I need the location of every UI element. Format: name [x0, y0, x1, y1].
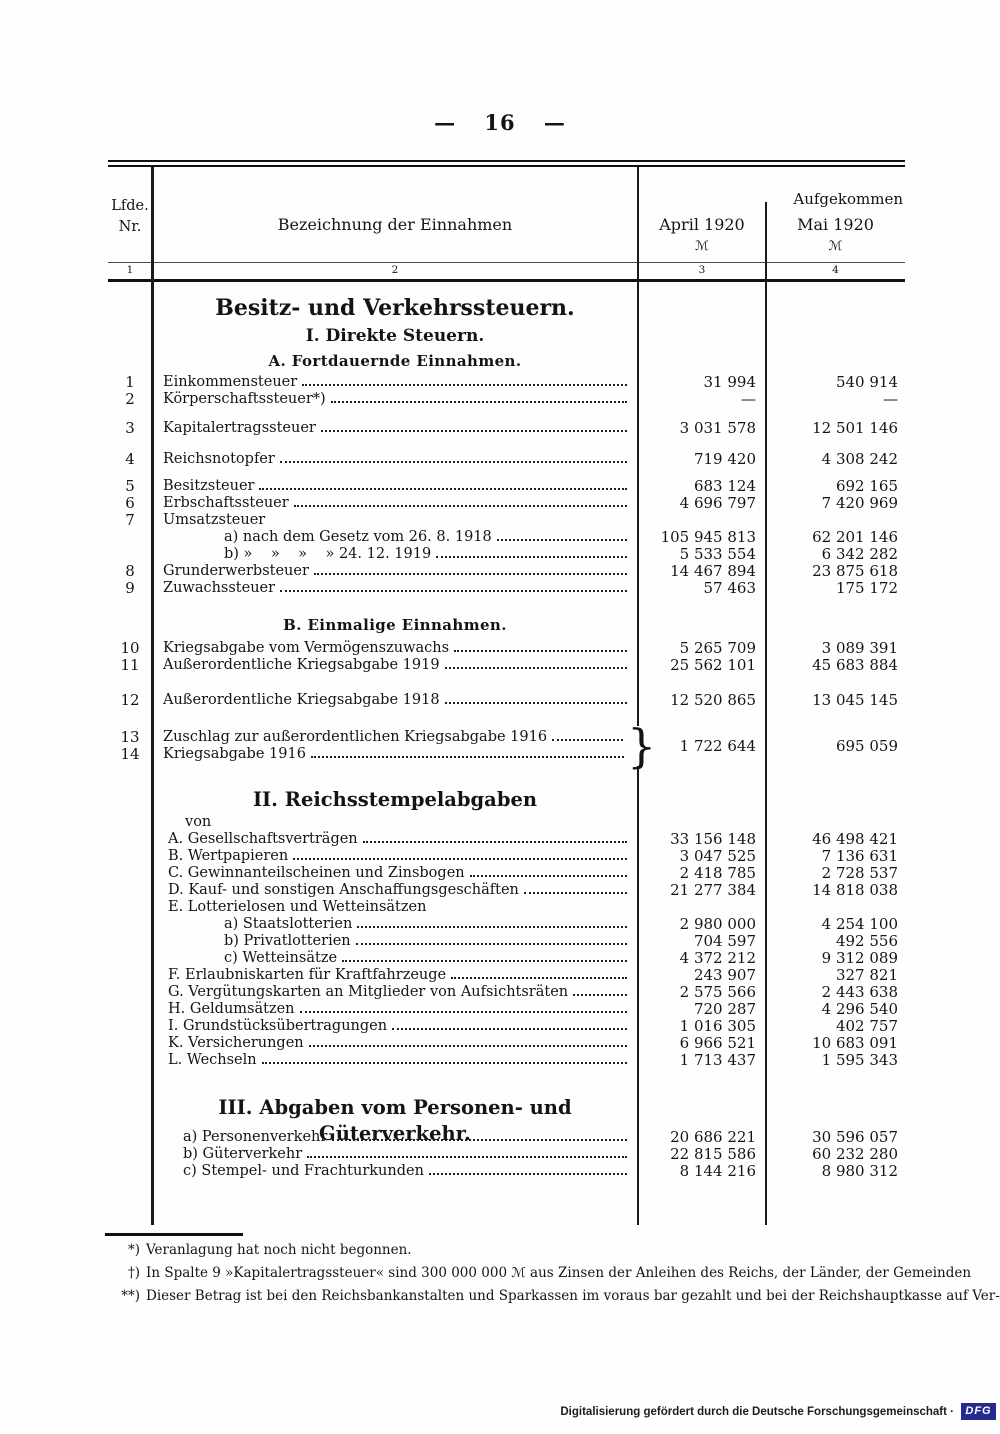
table-row — [108, 391, 905, 408]
value-april: 14 467 894 — [670, 562, 756, 580]
table-row — [108, 563, 905, 580]
value-mai: 1 595 343 — [821, 1051, 898, 1069]
row-number: 10 — [120, 639, 140, 657]
currency-mark: ℳ — [511, 1265, 526, 1281]
section-heading: B. Einmalige Einnahmen. — [283, 616, 507, 634]
value-mai: 540 914 — [835, 373, 898, 391]
value-mai: 4 296 540 — [821, 1000, 898, 1018]
value-mai: 402 757 — [835, 1017, 898, 1035]
table-row — [108, 1052, 905, 1069]
row-label-text: E. Lotterielosen und Wetteinsätzen — [168, 899, 427, 915]
dot-leader — [357, 926, 627, 928]
value-mai: 7 420 969 — [821, 494, 898, 512]
table-row — [108, 546, 905, 563]
dot-leader — [309, 1045, 627, 1047]
row-label — [152, 1146, 638, 1163]
row-number — [108, 899, 152, 916]
value-april: 2 575 566 — [679, 983, 756, 1001]
value-mai: 6 342 282 — [821, 545, 898, 563]
row-number: 4 — [125, 450, 135, 468]
row-label — [152, 1129, 638, 1146]
column-index-3: 3 — [698, 264, 706, 276]
row-label — [152, 657, 638, 674]
value-mai: 9 312 089 — [821, 949, 898, 967]
value-april: 5 533 554 — [679, 545, 756, 563]
dot-leader — [321, 430, 627, 432]
value-mai: 60 232 280 — [812, 1145, 898, 1163]
value-april: 683 124 — [693, 477, 756, 495]
value-april: 21 277 384 — [670, 881, 756, 899]
row-number — [108, 546, 152, 563]
header-separator-rule — [108, 262, 905, 263]
value-april: 4 372 212 — [679, 949, 756, 967]
row-label-text: Kriegsabgabe 1916 — [163, 746, 306, 762]
row-label-text: c) Wetteinsätze — [224, 950, 338, 966]
brace-glyph: } — [627, 719, 657, 773]
row-label — [152, 746, 638, 763]
column-header-lfde-line1: Lfde. — [111, 198, 149, 214]
row-label-text: Zuschlag zur außerordentlichen Kriegsabgabe 1916 — [163, 729, 548, 745]
value-mai: 2 728 537 — [821, 864, 898, 882]
footnote — [112, 1239, 912, 1262]
row-label-text: K. Versicherungen — [168, 1035, 304, 1051]
footnote-marker: **) — [121, 1288, 140, 1304]
dot-leader — [429, 1173, 627, 1175]
table-row — [108, 1163, 905, 1180]
value-april: 20 686 221 — [670, 1128, 756, 1146]
footnote-marker: †) — [127, 1265, 140, 1281]
row-number — [108, 882, 152, 899]
row-number — [108, 933, 152, 950]
row-label-text: Kapitalertragssteuer — [163, 420, 316, 436]
table-row — [108, 529, 905, 546]
value-mai: 30 596 057 — [812, 1128, 898, 1146]
table-row — [108, 1018, 905, 1035]
row-label-text: Grunderwerbsteuer — [163, 563, 309, 579]
dot-leader — [262, 1062, 627, 1064]
table-row — [108, 831, 905, 848]
dot-leader — [445, 702, 627, 704]
braced-row-group — [108, 719, 905, 773]
dot-leader — [280, 461, 627, 463]
row-number: 5 — [125, 477, 135, 495]
row-label-text: Kriegsabgabe vom Vermögenszuwachs — [163, 640, 450, 656]
section-heading: III. Abgaben vom Personen- und Güterverkehr. — [218, 1096, 572, 1145]
table-row — [108, 1001, 905, 1018]
row-number: 13 — [120, 728, 140, 746]
value-mai: 45 683 884 — [812, 656, 898, 674]
table-row — [108, 374, 905, 391]
row-number — [108, 1129, 152, 1146]
table-top-rule — [108, 160, 905, 167]
value-april: 2 980 000 — [679, 915, 756, 933]
row-label — [152, 1001, 638, 1018]
table-body — [108, 282, 905, 1180]
row-label-text: von — [185, 814, 212, 830]
value-mai: 12 501 146 — [812, 419, 898, 437]
dot-leader — [302, 384, 627, 386]
value-april: 3 047 525 — [679, 847, 756, 865]
row-label-text: b) Güterverkehr — [183, 1146, 303, 1162]
row-number: 12 — [120, 691, 140, 709]
dot-leader — [497, 539, 627, 541]
table-row — [108, 848, 905, 865]
row-label — [152, 580, 638, 597]
dot-leader — [331, 401, 627, 403]
dot-leader — [356, 943, 627, 945]
row-label-text: Außerordentliche Kriegsabgabe 1919 — [163, 657, 440, 673]
dot-leader — [300, 1011, 627, 1013]
row-label — [152, 882, 638, 899]
row-number — [108, 865, 152, 882]
digitization-credit-text: Digitalisierung gefördert durch die Deutsche Forschungsgemeinschaft · — [560, 1405, 954, 1418]
row-label-text: b) Privatlotterien — [224, 933, 351, 949]
dot-leader — [311, 756, 627, 758]
dot-leader — [552, 739, 627, 741]
value-april: 243 907 — [693, 966, 756, 984]
table-row — [108, 916, 905, 933]
table-row — [108, 1035, 905, 1052]
row-label-text: Erbschaftssteuer — [163, 495, 289, 511]
row-label-text: a) nach dem Gesetz vom 26. 8. 1918 — [224, 529, 492, 545]
value-april: 1 016 305 — [679, 1017, 756, 1035]
dot-leader — [259, 488, 627, 490]
row-label-text: A. Gesellschaftsverträgen — [168, 831, 358, 847]
row-number: 8 — [125, 562, 135, 580]
value-mai: 13 045 145 — [812, 691, 898, 709]
footnote-marker: *) — [127, 1242, 140, 1258]
row-label — [152, 933, 638, 950]
table-row — [108, 933, 905, 950]
row-number — [108, 1146, 152, 1163]
value-april: 2 418 785 — [679, 864, 756, 882]
row-label-text: C. Gewinnanteilscheinen und Zinsbogen — [168, 865, 465, 881]
row-number — [108, 916, 152, 933]
row-label — [152, 1018, 638, 1035]
row-number: 3 — [125, 419, 135, 437]
row-label-text: G. Vergütungskarten an Mitglieder von Aufsichtsräten — [168, 984, 569, 1000]
column-header-bezeichnung: Bezeichnung der Einnahmen — [277, 215, 513, 234]
row-label-text: I. Grundstücksübertragungen — [168, 1018, 388, 1034]
row-label — [152, 374, 638, 391]
dot-leader — [307, 1156, 627, 1158]
row-number: 11 — [120, 656, 140, 674]
row-number: 14 — [120, 745, 140, 763]
value-april — [638, 512, 766, 529]
row-number: 6 — [125, 494, 135, 512]
value-april: 105 945 813 — [660, 528, 756, 546]
table-row — [108, 865, 905, 882]
row-number: 1 — [125, 373, 135, 391]
section-heading: II. Reichsstempelabgaben — [252, 788, 538, 811]
value-mai: 327 821 — [835, 966, 898, 984]
row-number: 7 — [125, 511, 135, 529]
value-april: 12 520 865 — [670, 691, 756, 709]
row-label-text: D. Kauf- und sonstigen Anschaffungsgeschäften — [168, 882, 519, 898]
dot-leader — [314, 573, 627, 575]
value-april: 3 031 578 — [679, 419, 756, 437]
row-label — [152, 640, 638, 657]
value-april: 4 696 797 — [679, 494, 756, 512]
row-label — [152, 814, 638, 831]
footnote — [112, 1262, 972, 1285]
row-number — [108, 1052, 152, 1069]
table-row — [108, 814, 905, 831]
table-row — [108, 495, 905, 512]
dot-leader — [524, 892, 627, 894]
footnote — [112, 1285, 1000, 1308]
row-label-text: H. Geldumsätzen — [168, 1001, 295, 1017]
dot-leader — [573, 994, 627, 996]
value-mai — [766, 814, 905, 831]
value-mai: 692 165 — [835, 477, 898, 495]
section-heading: A. Fortdauernde Einnahmen. — [268, 352, 522, 370]
row-label — [152, 865, 638, 882]
row-label-text: F. Erlaubniskarten für Kraftfahrzeuge — [168, 967, 447, 983]
dot-leader — [445, 667, 627, 669]
table-row — [108, 950, 905, 967]
value-april: 719 420 — [693, 450, 756, 468]
section-heading: I. Direkte Steuern. — [305, 326, 485, 346]
value-april: 1 722 644 — [679, 737, 756, 755]
dot-leader — [451, 977, 627, 979]
value-mai: 4 254 100 — [821, 915, 898, 933]
table-row — [108, 1146, 905, 1163]
row-label — [152, 451, 638, 468]
row-label-text: L. Wechseln — [168, 1052, 257, 1068]
footnote-separator-rule — [105, 1233, 243, 1236]
value-mai: — — [883, 390, 898, 408]
value-mai: 14 818 038 — [812, 881, 898, 899]
value-april — [638, 899, 766, 916]
row-label — [152, 692, 638, 709]
value-mai: 175 172 — [835, 579, 898, 597]
column-header-lfde-line2: Nr. — [118, 219, 142, 235]
row-label-text: b) » » » » 24. 12. 1919 — [224, 546, 432, 562]
row-label — [152, 495, 638, 512]
row-label — [152, 391, 638, 408]
row-label — [152, 420, 638, 437]
currency-mark-april: ℳ — [695, 239, 709, 254]
row-label-text: Besitzsteuer — [163, 478, 255, 494]
column-header-mai: Mai 1920 — [797, 215, 874, 234]
row-label — [152, 1163, 638, 1180]
value-april: 1 713 437 — [679, 1051, 756, 1069]
row-label-text: a) Staatslotterien — [224, 916, 353, 932]
table-row — [108, 882, 905, 899]
row-label — [152, 899, 638, 916]
row-number — [108, 1018, 152, 1035]
row-label — [152, 1052, 638, 1069]
row-number: 2 — [125, 390, 135, 408]
row-label-text: c) Stempel- und Frachturkunden — [183, 1163, 424, 1179]
row-number — [108, 950, 152, 967]
row-label-text: Umsatzsteuer — [163, 512, 266, 528]
row-label-text: Einkommensteuer — [163, 374, 298, 390]
value-mai — [766, 899, 905, 916]
row-label-text: Außerordentliche Kriegsabgabe 1918 — [163, 692, 440, 708]
value-april: 22 815 586 — [670, 1145, 756, 1163]
row-number — [108, 814, 152, 831]
dot-leader — [332, 1139, 627, 1141]
value-mai: 46 498 421 — [812, 830, 898, 848]
row-label — [152, 1035, 638, 1052]
dot-leader — [470, 875, 627, 877]
column-index-4: 4 — [832, 264, 839, 276]
value-april: 25 562 101 — [670, 656, 756, 674]
value-mai: 695 059 — [835, 737, 898, 755]
row-label — [152, 512, 638, 529]
table-row — [108, 657, 905, 674]
currency-mark-mai: ℳ — [828, 239, 843, 254]
dot-leader — [436, 556, 627, 558]
table-row — [108, 478, 905, 495]
dot-leader — [280, 590, 627, 592]
row-label — [152, 848, 638, 865]
value-april: 720 287 — [693, 1000, 756, 1018]
row-label — [152, 950, 638, 967]
row-number — [108, 1163, 152, 1180]
column-header-aufgekommen: Aufgekommen — [793, 190, 903, 208]
row-label-text: B. Wertpapieren — [168, 848, 289, 864]
dot-leader — [454, 650, 627, 652]
row-label-text: Körperschaftssteuer*) — [163, 391, 326, 407]
row-number — [108, 831, 152, 848]
column-index-1: 1 — [126, 264, 134, 276]
value-mai: 10 683 091 — [812, 1034, 898, 1052]
value-mai: 8 980 312 — [821, 1162, 898, 1180]
column-header-lfde-nr — [108, 196, 152, 238]
dot-leader — [392, 1028, 627, 1030]
column-index-2: 2 — [391, 264, 399, 276]
digitization-credit-bar — [560, 1403, 996, 1420]
footnote-text: Veranlagung hat noch nicht begonnen. — [146, 1242, 412, 1258]
value-mai: 492 556 — [835, 932, 898, 950]
row-label — [152, 729, 638, 746]
value-mai — [766, 512, 905, 529]
value-april: — — [741, 390, 756, 408]
page-number: — 16 — — [434, 110, 566, 135]
table-row — [108, 512, 905, 529]
revenue-table — [108, 160, 905, 1225]
row-label — [152, 478, 638, 495]
dot-leader — [293, 858, 627, 860]
table-row — [108, 420, 905, 437]
row-number: 9 — [125, 579, 135, 597]
table-row — [108, 1129, 905, 1146]
row-label — [152, 831, 638, 848]
row-number — [108, 984, 152, 1001]
row-label-text: Reichsnotopfer — [163, 451, 275, 467]
dot-leader — [363, 841, 627, 843]
value-mai: 3 089 391 — [821, 639, 898, 657]
footnote-text: Dieser Betrag ist bei den Reichsbankanstalten und Sparkassen im voraus bar gezahlt und bei der Reichshauptkasse auf Ver- — [146, 1288, 1000, 1304]
dot-leader — [342, 960, 627, 962]
value-april: 31 994 — [703, 373, 756, 391]
value-april: 8 144 216 — [679, 1162, 756, 1180]
row-number — [108, 848, 152, 865]
row-label — [152, 563, 638, 580]
row-number — [108, 1001, 152, 1018]
row-label — [152, 529, 638, 546]
section-heading: Besitz- und Verkehrssteuern. — [215, 295, 575, 321]
value-april: 57 463 — [703, 579, 756, 597]
value-april: 6 966 521 — [679, 1034, 756, 1052]
row-label — [152, 916, 638, 933]
footnotes — [112, 1239, 1000, 1308]
value-april: 704 597 — [693, 932, 756, 950]
value-mai: 23 875 618 — [812, 562, 898, 580]
dot-leader — [294, 505, 627, 507]
row-number — [108, 967, 152, 984]
row-label-text: Zuwachssteuer — [163, 580, 276, 596]
value-mai: 4 308 242 — [821, 450, 898, 468]
value-mai: 2 443 638 — [821, 983, 898, 1001]
value-mai: 62 201 146 — [812, 528, 898, 546]
table-row — [108, 580, 905, 597]
table-row — [108, 967, 905, 984]
value-mai: 7 136 631 — [821, 847, 898, 865]
column-header-april: April 1920 — [659, 215, 745, 234]
table-row — [108, 640, 905, 657]
value-april: 5 265 709 — [679, 639, 756, 657]
row-label — [152, 546, 638, 563]
table-row — [108, 692, 905, 709]
value-april — [638, 814, 766, 831]
row-label — [152, 984, 638, 1001]
row-label-text: a) Personenverkehr — [183, 1129, 328, 1145]
table-row — [108, 451, 905, 468]
row-label — [152, 967, 638, 984]
table-row — [108, 984, 905, 1001]
footnote-text: In Spalte 9 »Kapitalertragssteuer« sind 300 000 000 ℳ aus Zinsen der Anleihen des Reichs, der Länder, der Gemeinden — [146, 1265, 972, 1281]
table-row — [108, 899, 905, 916]
row-number — [108, 1035, 152, 1052]
value-april: 33 156 148 — [670, 830, 756, 848]
dfg-logo: DFG — [961, 1403, 996, 1420]
row-number — [108, 529, 152, 546]
